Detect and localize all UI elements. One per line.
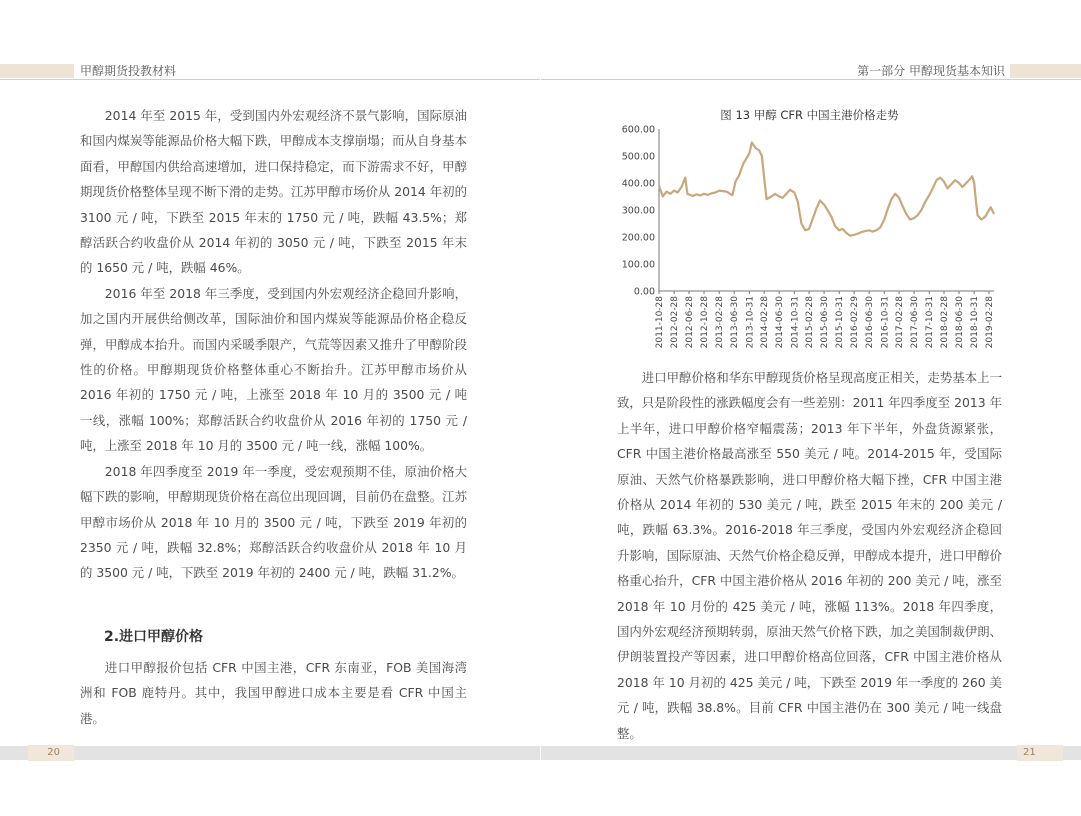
x-tick-label: 2011-10-28 [655, 296, 665, 349]
x-tick-label: 2013-02-28 [715, 296, 726, 349]
section-title: 2.进口甲醇价格 [104, 629, 204, 645]
header-left-title: 甲醇期货投教材料 [80, 64, 177, 78]
paragraph: 进口甲醇报价包括 CFR 中国主港，CFR 东南亚，FOB 美国海湾洲和 FOB 鹿特丹。其中，我国甲醇进口成本主要是看 CFR 中国主港。 [80, 660, 467, 726]
paragraph: 2014 年至 2015 年，受到国内外宏观经济不景气影响，国际原油和国内煤炭等能源品价格大幅下跌，甲醇成本支撑崩塌；而从自身基本面看，甲醇国内供给高速增加，进口保持稳定，而下游需求不好，甲醇期现货价格整体呈现不断下滑的走势。江苏甲醇市场价从 2014 年初的 3100 元 / 吨，下跌至 2015 年末的 1750 元 / 吨，跌幅 43.5%；郑醇活跃合约收盘价从 2014 年初的 3050 元 / 吨，下跌至 2015 年末的 1650 元 / 吨，跌幅 46%。 [80, 108, 467, 276]
x-tick-label: 2019-02-28 [984, 296, 995, 349]
x-tick-label: 2018-10-31 [970, 296, 981, 349]
right-column [617, 365, 1002, 746]
x-tick-label: 2015-06-30 [820, 296, 831, 349]
x-tick-label: 2014-10-31 [790, 296, 801, 349]
x-tick-label: 2018-06-30 [955, 296, 966, 349]
footer-bar-right [541, 746, 1081, 760]
section-body [80, 655, 467, 731]
x-tick-label: 2016-10-31 [880, 296, 891, 349]
x-tick-label: 2012-02-28 [670, 296, 681, 349]
x-tick-label: 2012-10-28 [700, 296, 711, 349]
y-tick-label: 100.00 [621, 259, 655, 271]
header-band-left [0, 64, 74, 78]
x-tick-label: 2017-02-28 [895, 296, 906, 349]
paragraph: 2018 年四季度至 2019 年一季度，受宏观预期不佳，原油价格大幅下跌的影响，甲醇期现货价格在高位出现回调，目前仍在盘整。江苏甲醇市场价从 2018 年 10 月的 3500 元 / 吨，下跌至 2019 年初的 2350 元 / 吨，跌幅 32.8%；郑醇活跃合约收盘价从 2018 年 10 月的 3500 元 / 吨，下跌至 2019 年初的 2400 元 / 吨，跌幅 31.2%。 [80, 463, 467, 581]
y-tick-label: 200.00 [621, 232, 655, 244]
x-tick-label: 2017-10-31 [925, 296, 936, 349]
paragraph: 进口甲醇价格和华东甲醇现货价格呈现高度正相关，走势基本上一致，只是阶段性的涨跌幅度会有一些差别：2011 年四季度至 2013 年上半年，进口甲醇价格窄幅震荡；2013 年下半年，外盘货源紧张，CFR 中国主港价格最高涨至 550 美元 / 吨。2014-2015 年，受国际原油、天然气价格暴跌影响，进口甲醇价格大幅下挫，CFR 中国主港价格从 2014 年初的 530 美元 / 吨，跌至 2015 年末的 200 美元 / 吨，跌幅 63.3%。2016-2018 年三季度，受国内外宏观经济企稳回升影响，国际原油、天然气价格企稳反弹，甲醇成本提升，进口甲醇价格重心抬升，CFR 中国主港价格从 2016 年初的 200 美元 / 吨，涨至 2018 年 10 月份的 425 美元 / 吨，涨幅 113%。2018 年四季度，国内外宏观经济预期转弱，原油天然气价格下跌，加之美国制裁伊朗、伊朗装置投产等因素，进口甲醇价格高位回落，CFR 中国主港价格从 2018 年 10 月初的 425 美元 / 吨，下跌至 2019 年一季度的 260 美元 / 吨，跌幅 38.8%。目前 CFR 中国主港仍在 300 美元 / 吨一线盘整。 [617, 370, 1002, 741]
header-right-title: 第一部分 甲醇现货基本知识 [857, 64, 1005, 78]
x-tick-label: 2018-02-28 [940, 296, 951, 349]
paragraph: 2016 年至 2018 年三季度，受到国内外宏观经济企稳回升影响，加之国内开展供给侧改革，国际油价和国内煤炭等能源品价格企稳反弹，甲醇成本抬升。而国内采暖季限产，气荒等因素又推升了甲醇阶段性的价格。甲醇期现货价格整体重心不断抬升。江苏甲醇市场价从 2016 年初的 1750 元 / 吨，上涨至 2018 年 10 月的 3500 元 / 吨一线，涨幅 100%；郑醇活跃合约收盘价从 2016 年初的 1750 元 / 吨，上涨至 2018 年 10 月的 3500 元 / 吨一线，涨幅 100%。 [80, 285, 467, 454]
x-tick-label: 2012-06-28 [685, 296, 696, 349]
x-tick-label: 2013-10-31 [745, 296, 756, 349]
page-number-left: 20 [28, 745, 74, 761]
x-tick-label: 2017-06-30 [910, 296, 921, 349]
y-tick-label: 400.00 [621, 178, 655, 190]
price-series-line [659, 143, 994, 236]
y-tick-label: 300.00 [621, 205, 655, 217]
x-tick-label: 2016-02-29 [850, 296, 861, 349]
header-rule-left [0, 79, 540, 80]
footer-bar-left [0, 746, 540, 760]
x-tick-label: 2014-02-28 [760, 296, 771, 349]
header-band-right [1010, 64, 1081, 78]
price-line-chart [610, 118, 1000, 356]
left-column [80, 103, 467, 586]
y-tick-label: 0.00 [633, 286, 655, 298]
x-tick-label: 2014-06-30 [775, 296, 786, 349]
x-tick-label: 2013-06-30 [730, 296, 741, 349]
y-tick-label: 500.00 [621, 151, 655, 163]
page-number-right: 21 [1017, 745, 1063, 761]
x-tick-label: 2015-02-28 [805, 296, 816, 349]
y-tick-label: 600.00 [621, 124, 655, 136]
x-tick-label: 2015-10-31 [835, 296, 846, 349]
chart-title: 图 13 甲醇 CFR 中国主港价格走势 [720, 108, 899, 122]
x-tick-label: 2016-06-30 [865, 296, 876, 349]
